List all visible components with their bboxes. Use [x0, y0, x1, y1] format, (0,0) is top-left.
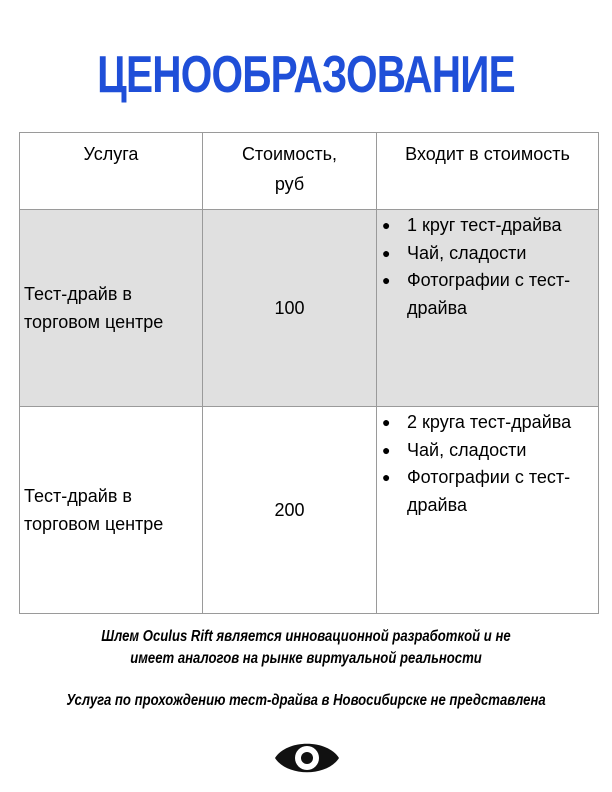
bullet-dot: ●	[382, 414, 391, 430]
header-cost: Стоимость, руб	[203, 133, 377, 210]
pricing-table	[19, 132, 599, 614]
header-included: Входит в стоимость	[377, 133, 599, 210]
table-header-row	[20, 133, 599, 210]
included-item-label: Чай, сладости	[407, 242, 527, 263]
included-item-label: Фотографии с тест-драйва	[407, 270, 571, 318]
included-item-label: 1 круг тест-драйва	[407, 215, 562, 235]
list-item	[377, 267, 598, 322]
list-item	[377, 437, 598, 465]
cost-cell: 200	[203, 407, 377, 614]
included-item-label: 2 круга тест-драйва	[407, 412, 572, 432]
list-item	[377, 409, 598, 437]
innovation-note: Шлем Oculus Rift является инновационной разработкой и не имеет аналогов на рынке виртуальной реальности	[101, 628, 511, 667]
service-cell: Тест-драйв в торговом центре	[20, 210, 203, 407]
included-cell	[377, 407, 599, 614]
included-item-label: Фотографии с тест-драйва	[407, 467, 571, 515]
bullet-dot: ●	[382, 441, 391, 458]
table-row	[20, 407, 599, 614]
list-item	[377, 464, 598, 519]
bullet-dot: ●	[382, 469, 391, 485]
included-list	[377, 212, 598, 322]
included-item-label: Чай, сладости	[407, 439, 527, 460]
list-item	[377, 240, 598, 268]
bullet-dot: ●	[382, 272, 391, 288]
bullet-dot: ●	[382, 217, 391, 233]
header-service: Услуга	[20, 133, 203, 210]
table-row	[20, 210, 599, 407]
included-list	[377, 409, 598, 519]
bullet-dot: ●	[382, 244, 391, 261]
eye-icon	[273, 733, 341, 783]
service-cell: Тест-драйв в торговом центре	[20, 407, 203, 614]
availability-note: Услуга по прохождению тест-драйва в Новосибирске не представлена	[66, 692, 546, 709]
list-item	[377, 212, 598, 240]
page-title: ЦЕНООБРАЗОВАНИЕ	[97, 46, 515, 104]
cost-cell: 100	[203, 210, 377, 407]
included-cell	[377, 210, 599, 407]
